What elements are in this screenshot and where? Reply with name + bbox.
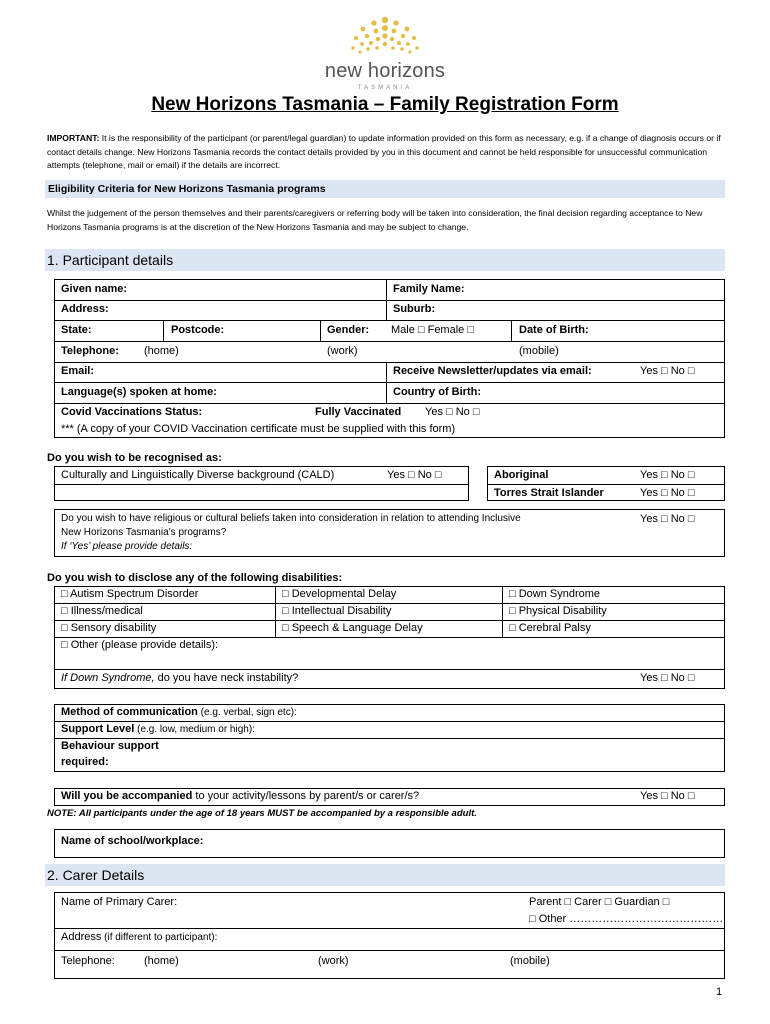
carer-role-other[interactable]: □ Other …………………………………… (529, 913, 724, 925)
logo-subtitle: TASMANIA (357, 85, 413, 91)
communication-method-label: Method of communication (e.g. verbal, sign etc): (61, 706, 297, 718)
tsi-label: Torres Strait Islander (494, 487, 604, 499)
section1-heading: 1. Participant details (45, 249, 725, 271)
cald-yes-no[interactable]: Yes □ No □ (387, 469, 442, 481)
postcode-label: Postcode: (171, 324, 225, 336)
eligibility-text: Whilst the judgement of the person themselves and their parents/caregivers or referring body will be taken into consideration, the final decision regarding acceptance to New Horizons Tasmania programs is at the discretion of the New Horizons Tasmania and may be subject to change. (47, 208, 703, 232)
behaviour-support-label-2: required: (61, 756, 109, 768)
school-label: Name of school/workplace: (61, 835, 204, 847)
accompanied-question: Will you be accompanied to your activity/lessons by parent/s or carer/s? (61, 790, 420, 802)
neck-instability-yes-no[interactable]: Yes □ No □ (640, 672, 695, 684)
phone-work-label: (work) (327, 345, 358, 357)
illness-medical-checkbox[interactable]: □ Illness/medical (61, 605, 143, 617)
primary-carer-label: Name of Primary Carer: (61, 896, 178, 908)
cald-label: Culturally and Linguistically Diverse background (CALD) (61, 469, 335, 481)
speech-language-checkbox[interactable]: □ Speech & Language Delay (282, 622, 423, 634)
country-label: Country of Birth: (393, 386, 481, 398)
gender-checkboxes[interactable]: Male □ Female □ (391, 324, 474, 336)
down-syndrome-checkbox[interactable]: □ Down Syndrome (509, 588, 601, 600)
phone-home-label: (home) (144, 345, 179, 357)
aboriginal-yes-no[interactable]: Yes □ No □ (640, 469, 695, 481)
carer-phone-mobile-label: (mobile) (510, 955, 550, 967)
section2-heading: 2. Carer Details (45, 864, 725, 886)
page-number: 1 (716, 986, 723, 998)
phone-mobile-label: (mobile) (519, 345, 559, 357)
logo-name: new horizons (324, 60, 446, 82)
sensory-disability-checkbox[interactable]: □ Sensory disability (61, 622, 157, 634)
beliefs-question-line2: New Horizons Tasmania’s programs? (61, 527, 227, 538)
suburb-label: Suburb: (393, 303, 436, 315)
language-label: Language(s) spoken at home: (61, 386, 217, 398)
beliefs-question-line1: Do you wish to have religious or cultural beliefs taken into consideration in relation to attending Inclusive (61, 513, 521, 524)
important-text: It is the responsibility of the participant (or parent/legal guardian) to update information provided on this form as necessary, e.g. if a change of diagnosis occurs or if contact details change. New Horizons Tasmania records the contact details provided by you in this document and cannot be held responsible for unsuccessful communication attempts (telephone, mail or email) if the details are incorrect. (47, 133, 721, 170)
carer-phone-home-label: (home) (144, 955, 179, 967)
covid-yes-no[interactable]: Yes □ No □ (425, 406, 480, 418)
developmental-delay-checkbox[interactable]: □ Developmental Delay (282, 588, 397, 600)
other-disability-checkbox[interactable]: □ Other (please provide details): (61, 639, 219, 651)
physical-disability-checkbox[interactable]: □ Physical Disability (509, 605, 607, 617)
disabilities-heading: Do you wish to disclose any of the following disabilities: (47, 572, 343, 584)
accompanied-note: NOTE: All participants under the age of 18 years MUST be accompanied by a responsible adult. (47, 808, 477, 819)
tsi-yes-no[interactable]: Yes □ No □ (640, 487, 695, 499)
beliefs-yes-no[interactable]: Yes □ No □ (640, 513, 695, 525)
gender-label: Gender: (327, 324, 370, 336)
email-label: Email: (61, 365, 95, 377)
important-notice (47, 132, 727, 173)
aboriginal-label: Aboriginal (494, 469, 549, 481)
neck-instability-question: If Down Syndrome, do you have neck instability? (61, 672, 299, 684)
address-label: Address: (61, 303, 109, 315)
newsletter-label: Receive Newsletter/updates via email: (393, 365, 592, 377)
support-level-label: Support Level (e.g. low, medium or high): (61, 723, 255, 735)
carer-telephone-label: Telephone: (61, 955, 115, 967)
carer-phone-work-label: (work) (318, 955, 349, 967)
covid-note: *** (A copy of your COVID Vaccination certificate must be supplied with this form) (61, 423, 456, 435)
recognised-heading: Do you wish to be recognised as: (47, 452, 222, 464)
beliefs-details-label: If ‘Yes’ please provide details: (61, 541, 193, 552)
telephone-label: Telephone: (61, 345, 119, 357)
behaviour-support-label-1: Behaviour support (61, 740, 159, 752)
sunburst-icon (300, 14, 470, 64)
state-label: State: (61, 324, 92, 336)
autism-checkbox[interactable]: □ Autism Spectrum Disorder (61, 588, 199, 600)
family-name-label: Family Name: (393, 283, 465, 295)
newsletter-yes-no[interactable]: Yes □ No □ (640, 365, 695, 377)
fully-vaccinated-label: Fully Vaccinated (315, 406, 402, 418)
cerebral-palsy-checkbox[interactable]: □ Cerebral Palsy (509, 622, 591, 634)
important-label: IMPORTANT: (47, 133, 100, 143)
accompanied-yes-no[interactable]: Yes □ No □ (640, 790, 695, 802)
dob-label: Date of Birth: (519, 324, 589, 336)
given-name-label: Given name: (61, 283, 128, 295)
carer-address-label: Address (if different to participant): (61, 931, 218, 943)
logo (300, 14, 470, 94)
carer-role-checkboxes[interactable]: Parent □ Carer □ Guardian □ (529, 896, 670, 908)
eligibility-heading: Eligibility Criteria for New Horizons Tasmania programs (45, 180, 725, 198)
intellectual-disability-checkbox[interactable]: □ Intellectual Disability (282, 605, 392, 617)
covid-label: Covid Vaccinations Status: (61, 406, 203, 418)
page-title: New Horizons Tasmania – Family Registration Form (151, 94, 619, 115)
